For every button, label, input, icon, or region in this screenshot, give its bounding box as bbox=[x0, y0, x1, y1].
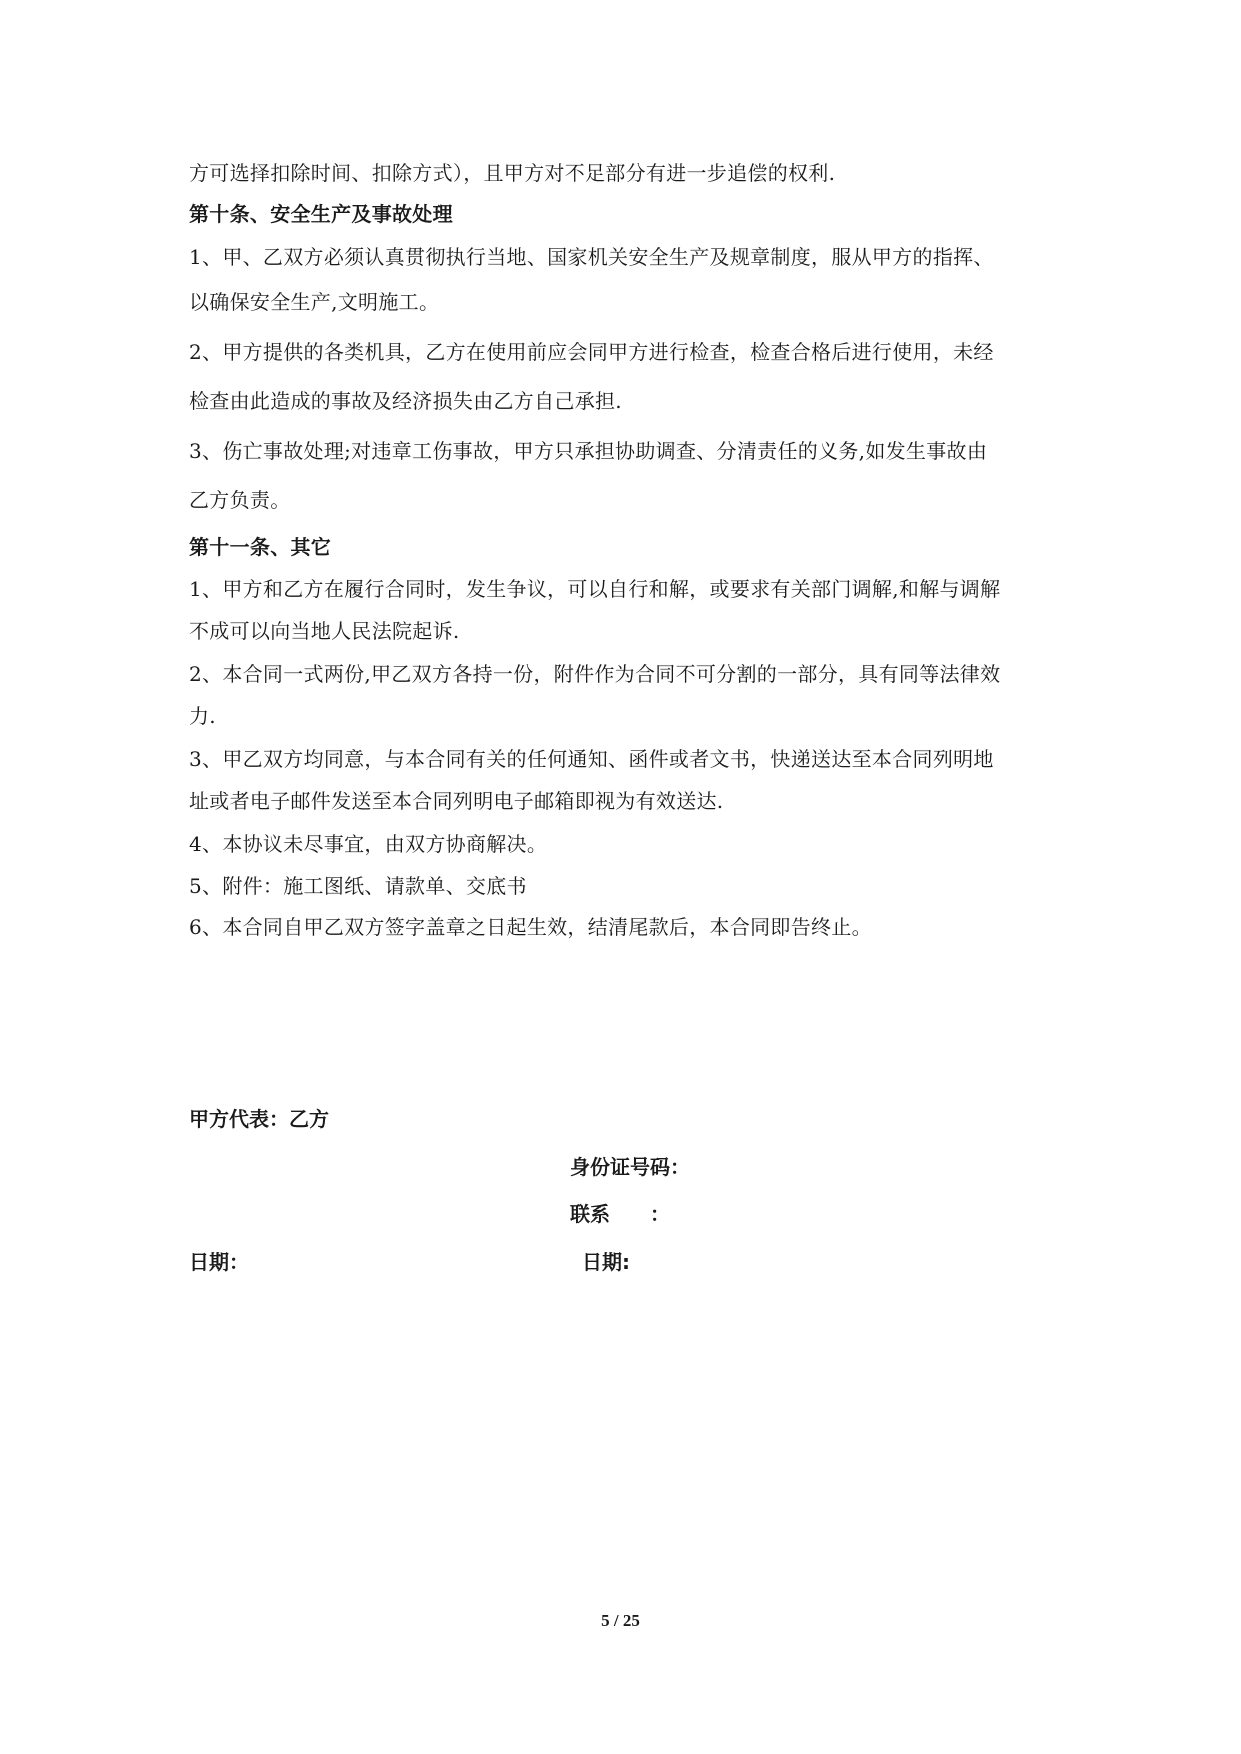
paragraph-line: 检查由此造成的事故及经济损失由乙方自己承担. bbox=[189, 389, 622, 413]
article-11-heading: 第十一条、其它 bbox=[189, 535, 332, 559]
paragraph-line: 2、甲方提供的各类机具，乙方在使用前应会同甲方进行检查，检查合格后进行使用，未经 bbox=[189, 340, 994, 364]
paragraph-line: 力. bbox=[189, 704, 216, 728]
paragraph-line: 不成可以向当地人民法院起诉. bbox=[189, 619, 460, 643]
paragraph-line: 4、本协议未尽事宜，由双方协商解决。 bbox=[189, 832, 548, 856]
paragraph-line: 2、本合同一式两份,甲乙双方各持一份，附件作为合同不可分割的一部分，具有同等法律效 bbox=[189, 662, 1001, 686]
contact-label: 联系 ： bbox=[570, 1202, 670, 1226]
paragraph-line: 1、甲方和乙方在履行合同时，发生争议，可以自行和解，或要求有关部门调解,和解与调解 bbox=[189, 577, 1001, 601]
paragraph-line: 5、附件：施工图纸、请款单、交底书 bbox=[189, 874, 527, 898]
paragraph-line: 1、甲、乙双方必须认真贯彻执行当地、国家机关安全生产及规章制度，服从甲方的指挥、 bbox=[189, 245, 994, 269]
paragraph-line: 3、伤亡事故处理;对违章工伤事故，甲方只承担协助调查、分清责任的义务,如发生事故由 bbox=[189, 439, 988, 463]
paragraph-line: 方可选择扣除时间、扣除方式），且甲方对不足部分有进一步追偿的权利. bbox=[189, 161, 836, 185]
paragraph-line: 乙方负责。 bbox=[189, 488, 291, 512]
id-number-label: 身份证号码： bbox=[570, 1155, 690, 1179]
article-10-heading: 第十条、安全生产及事故处理 bbox=[189, 202, 453, 226]
paragraph-line: 6、本合同自甲乙双方签字盖章之日起生效，结清尾款后，本合同即告终止。 bbox=[189, 915, 872, 939]
date-label-right: 日期: bbox=[582, 1250, 630, 1274]
paragraph-line: 址或者电子邮件发送至本合同列明电子邮箱即视为有效送达. bbox=[189, 789, 724, 813]
paragraph-line: 以确保安全生产,文明施工。 bbox=[189, 290, 440, 314]
date-label-left: 日期： bbox=[189, 1250, 249, 1274]
page-number: 5 / 25 bbox=[601, 1611, 640, 1630]
party-a-representative-label: 甲方代表：乙方 bbox=[189, 1107, 329, 1131]
paragraph-line: 3、甲乙双方均同意，与本合同有关的任何通知、函件或者文书，快递送达至本合同列明地 bbox=[189, 747, 994, 771]
